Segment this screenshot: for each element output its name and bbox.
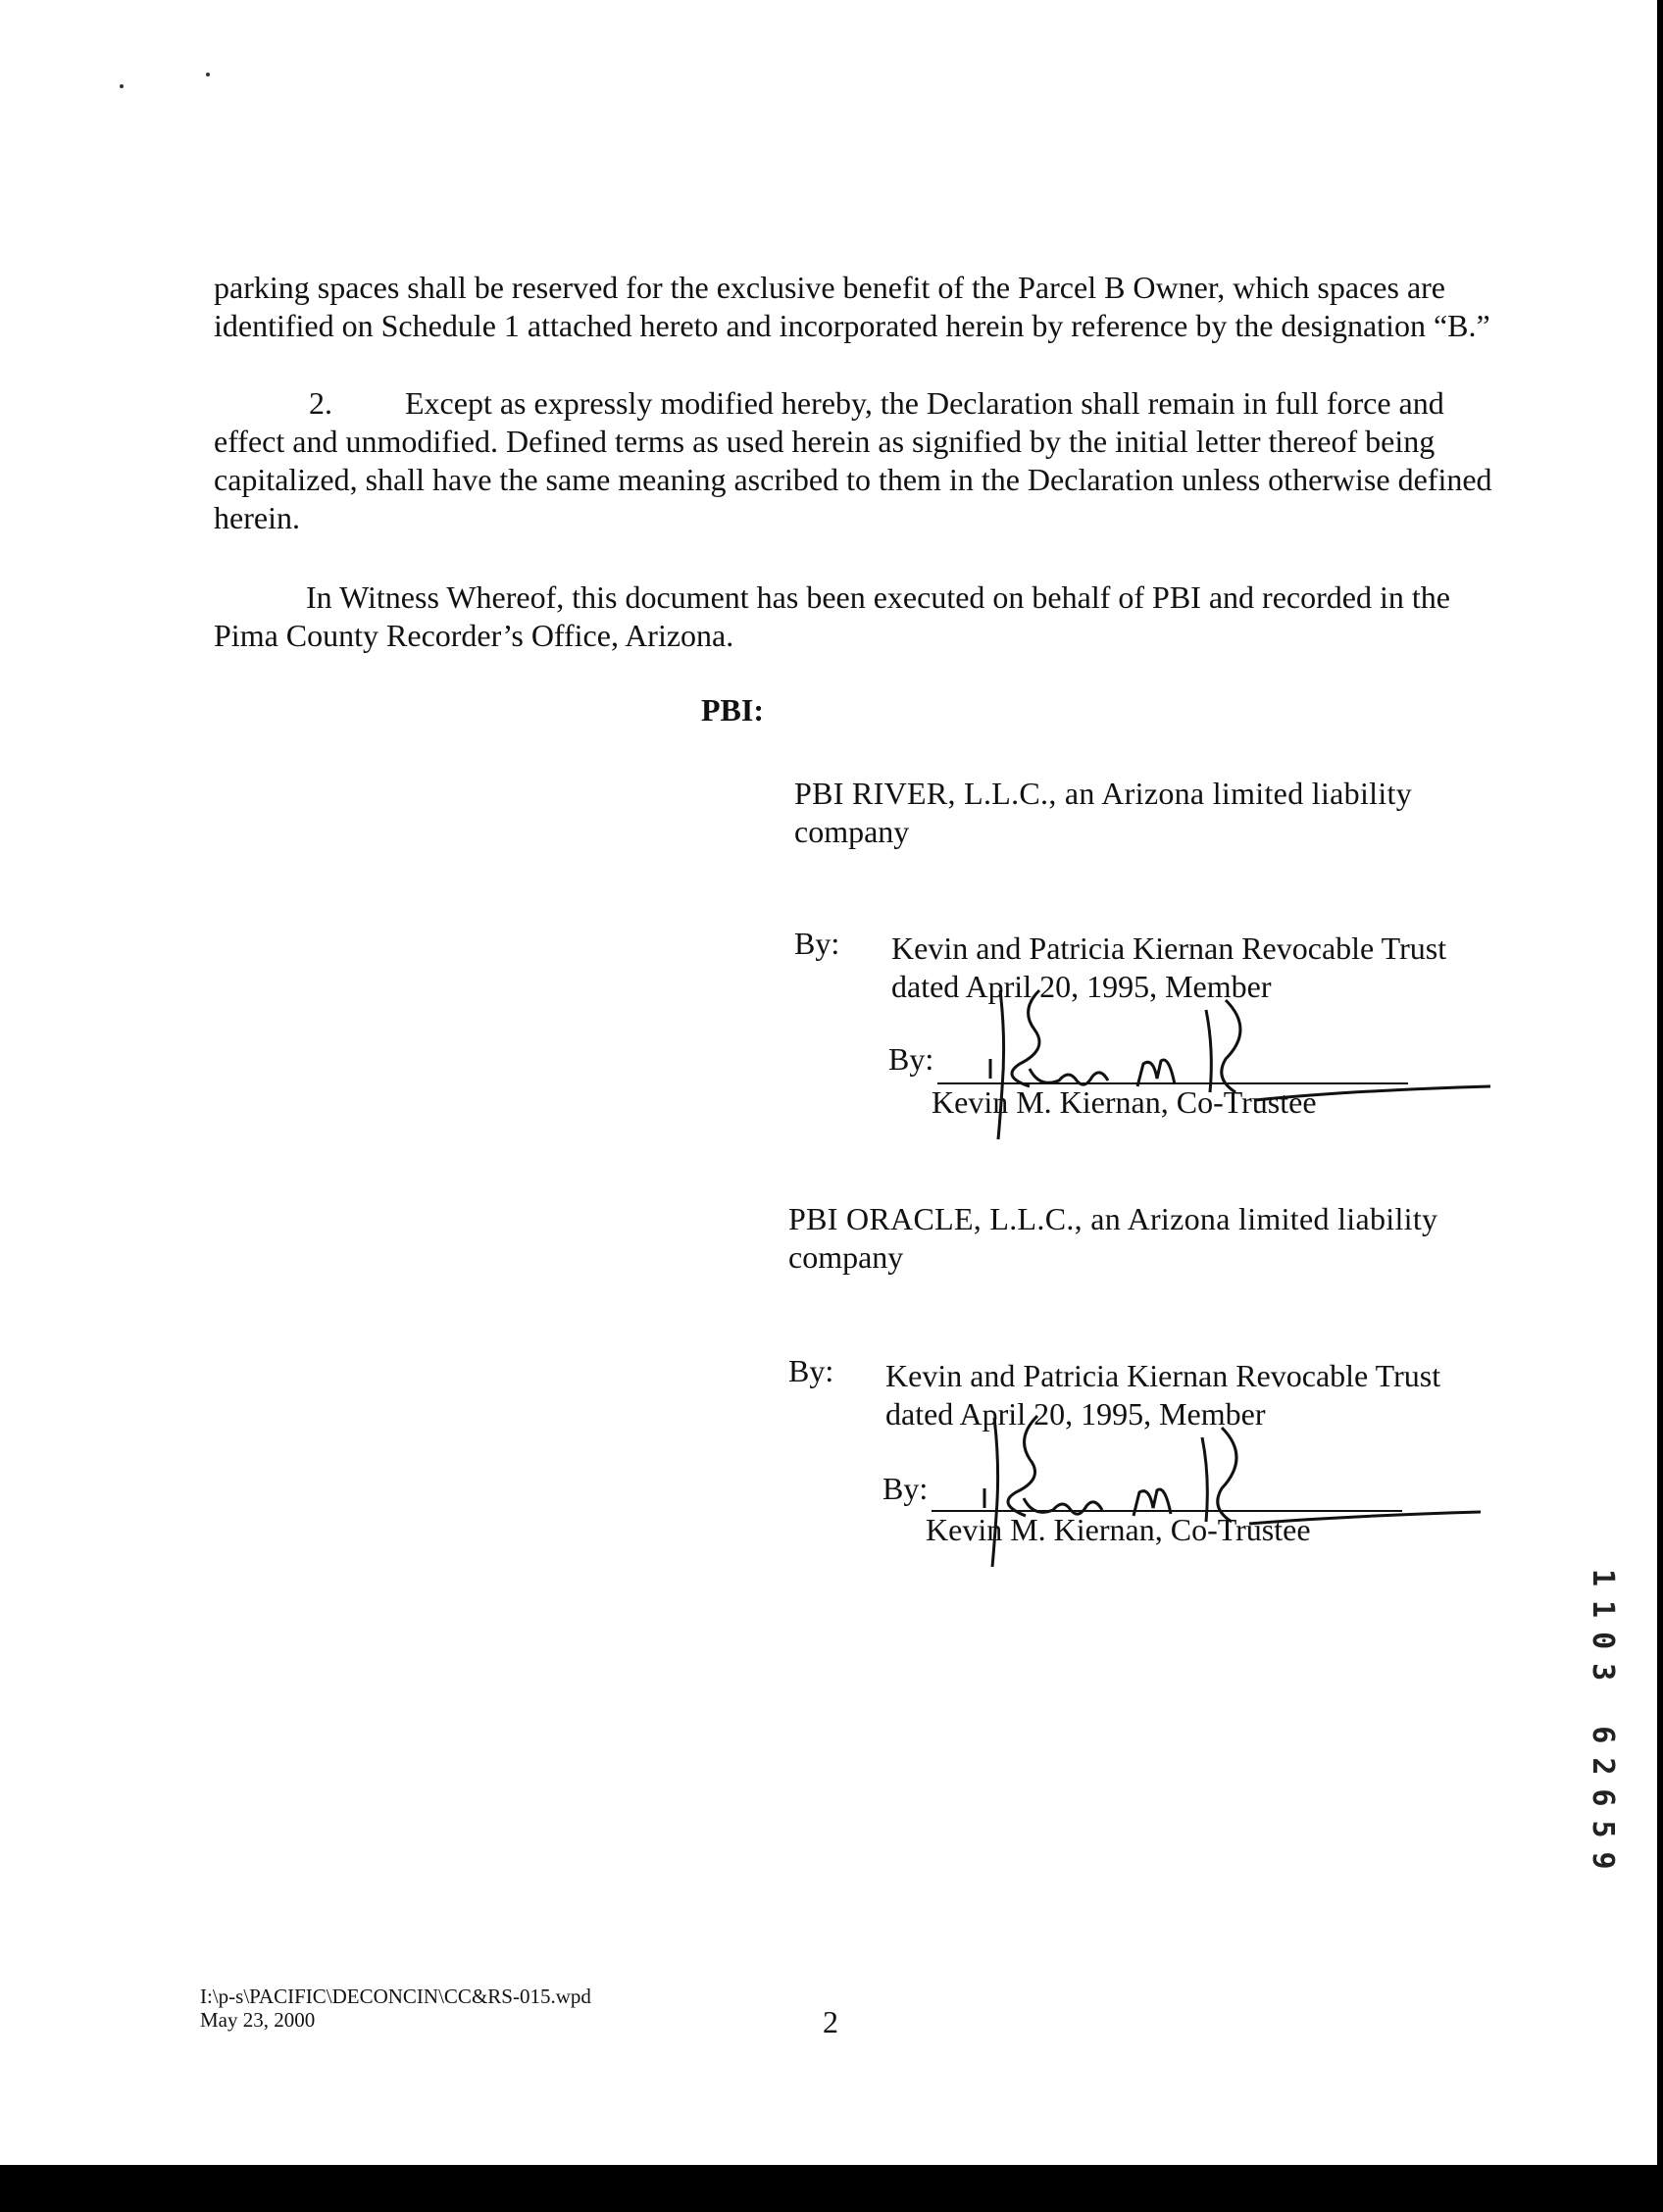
scan-speck xyxy=(206,73,210,76)
paragraph-2-line-4: herein. xyxy=(214,500,300,535)
signer-name: Kevin M. Kiernan, Co-Trustee xyxy=(932,1084,1317,1120)
by-label: By: xyxy=(794,926,840,961)
entity-name-line-1: PBI ORACLE, L.L.C., an Arizona limited liability xyxy=(788,1201,1438,1236)
member-line-2: dated April 20, 1995, Member xyxy=(885,1396,1266,1432)
scan-edge xyxy=(1657,0,1663,2212)
footer-date: May 23, 2000 xyxy=(200,2008,316,2032)
paragraph-2-line-3: capitalized, shall have the same meaning ascribed to them in the Declaration unless otherwise defined xyxy=(214,462,1492,497)
paragraph-2-line-2: effect and unmodified. Defined terms as used herein as signified by the initial letter thereof being xyxy=(214,424,1436,459)
sub-by-label: By: xyxy=(888,1041,934,1077)
entity-name-line-2: company xyxy=(788,1239,904,1275)
member-line-1: Kevin and Patricia Kiernan Revocable Trust xyxy=(891,930,1447,966)
recorder-stamp: 1103 62659 xyxy=(1586,1569,1620,1884)
member-line-2: dated April 20, 1995, Member xyxy=(891,969,1272,1004)
paragraph-3-line-2: Pima County Recorder’s Office, Arizona. xyxy=(214,618,734,653)
paragraph-3 xyxy=(214,578,1488,655)
by-label: By: xyxy=(788,1353,834,1388)
entity-name-line-1: PBI RIVER, L.L.C., an Arizona limited liability xyxy=(794,776,1413,811)
paragraph-3-line-1: In Witness Whereof, this document has been executed on behalf of PBI and recorded in the xyxy=(306,579,1450,615)
scan-edge xyxy=(0,2165,1663,2212)
paragraph-1 xyxy=(214,269,1488,345)
entity-name-line-2: company xyxy=(794,814,910,849)
signature-block-oracle xyxy=(788,1200,1475,1277)
signature-block-river xyxy=(794,775,1481,851)
footer-file-path: I:\p-s\PACIFIC\DECONCIN\CC&RS-015.wpd xyxy=(200,1985,591,2008)
paragraph-2-first-line xyxy=(214,384,1488,423)
paragraph-2-line-1: Except as expressly modified hereby, the Declaration shall remain in full force and xyxy=(405,385,1444,421)
paragraph-1-line-2: identified on Schedule 1 attached hereto and incorporated herein by reference by the designation “B.” xyxy=(214,308,1490,343)
paragraph-2-number: 2. xyxy=(309,385,332,421)
handwritten-signature xyxy=(955,1398,1485,1575)
scan-speck xyxy=(120,84,124,88)
sub-by-label: By: xyxy=(882,1471,929,1506)
page-number: 2 xyxy=(823,2004,838,2039)
signature-heading: PBI: xyxy=(701,692,764,728)
handwritten-signature xyxy=(961,971,1490,1147)
member-line-1: Kevin and Patricia Kiernan Revocable Trust xyxy=(885,1358,1441,1393)
paragraph-1-line-1: parking spaces shall be reserved for the exclusive benefit of the Parcel B Owner, which spaces are xyxy=(214,270,1445,305)
signer-name: Kevin M. Kiernan, Co-Trustee xyxy=(926,1512,1311,1547)
paragraph-2 xyxy=(214,384,1492,537)
